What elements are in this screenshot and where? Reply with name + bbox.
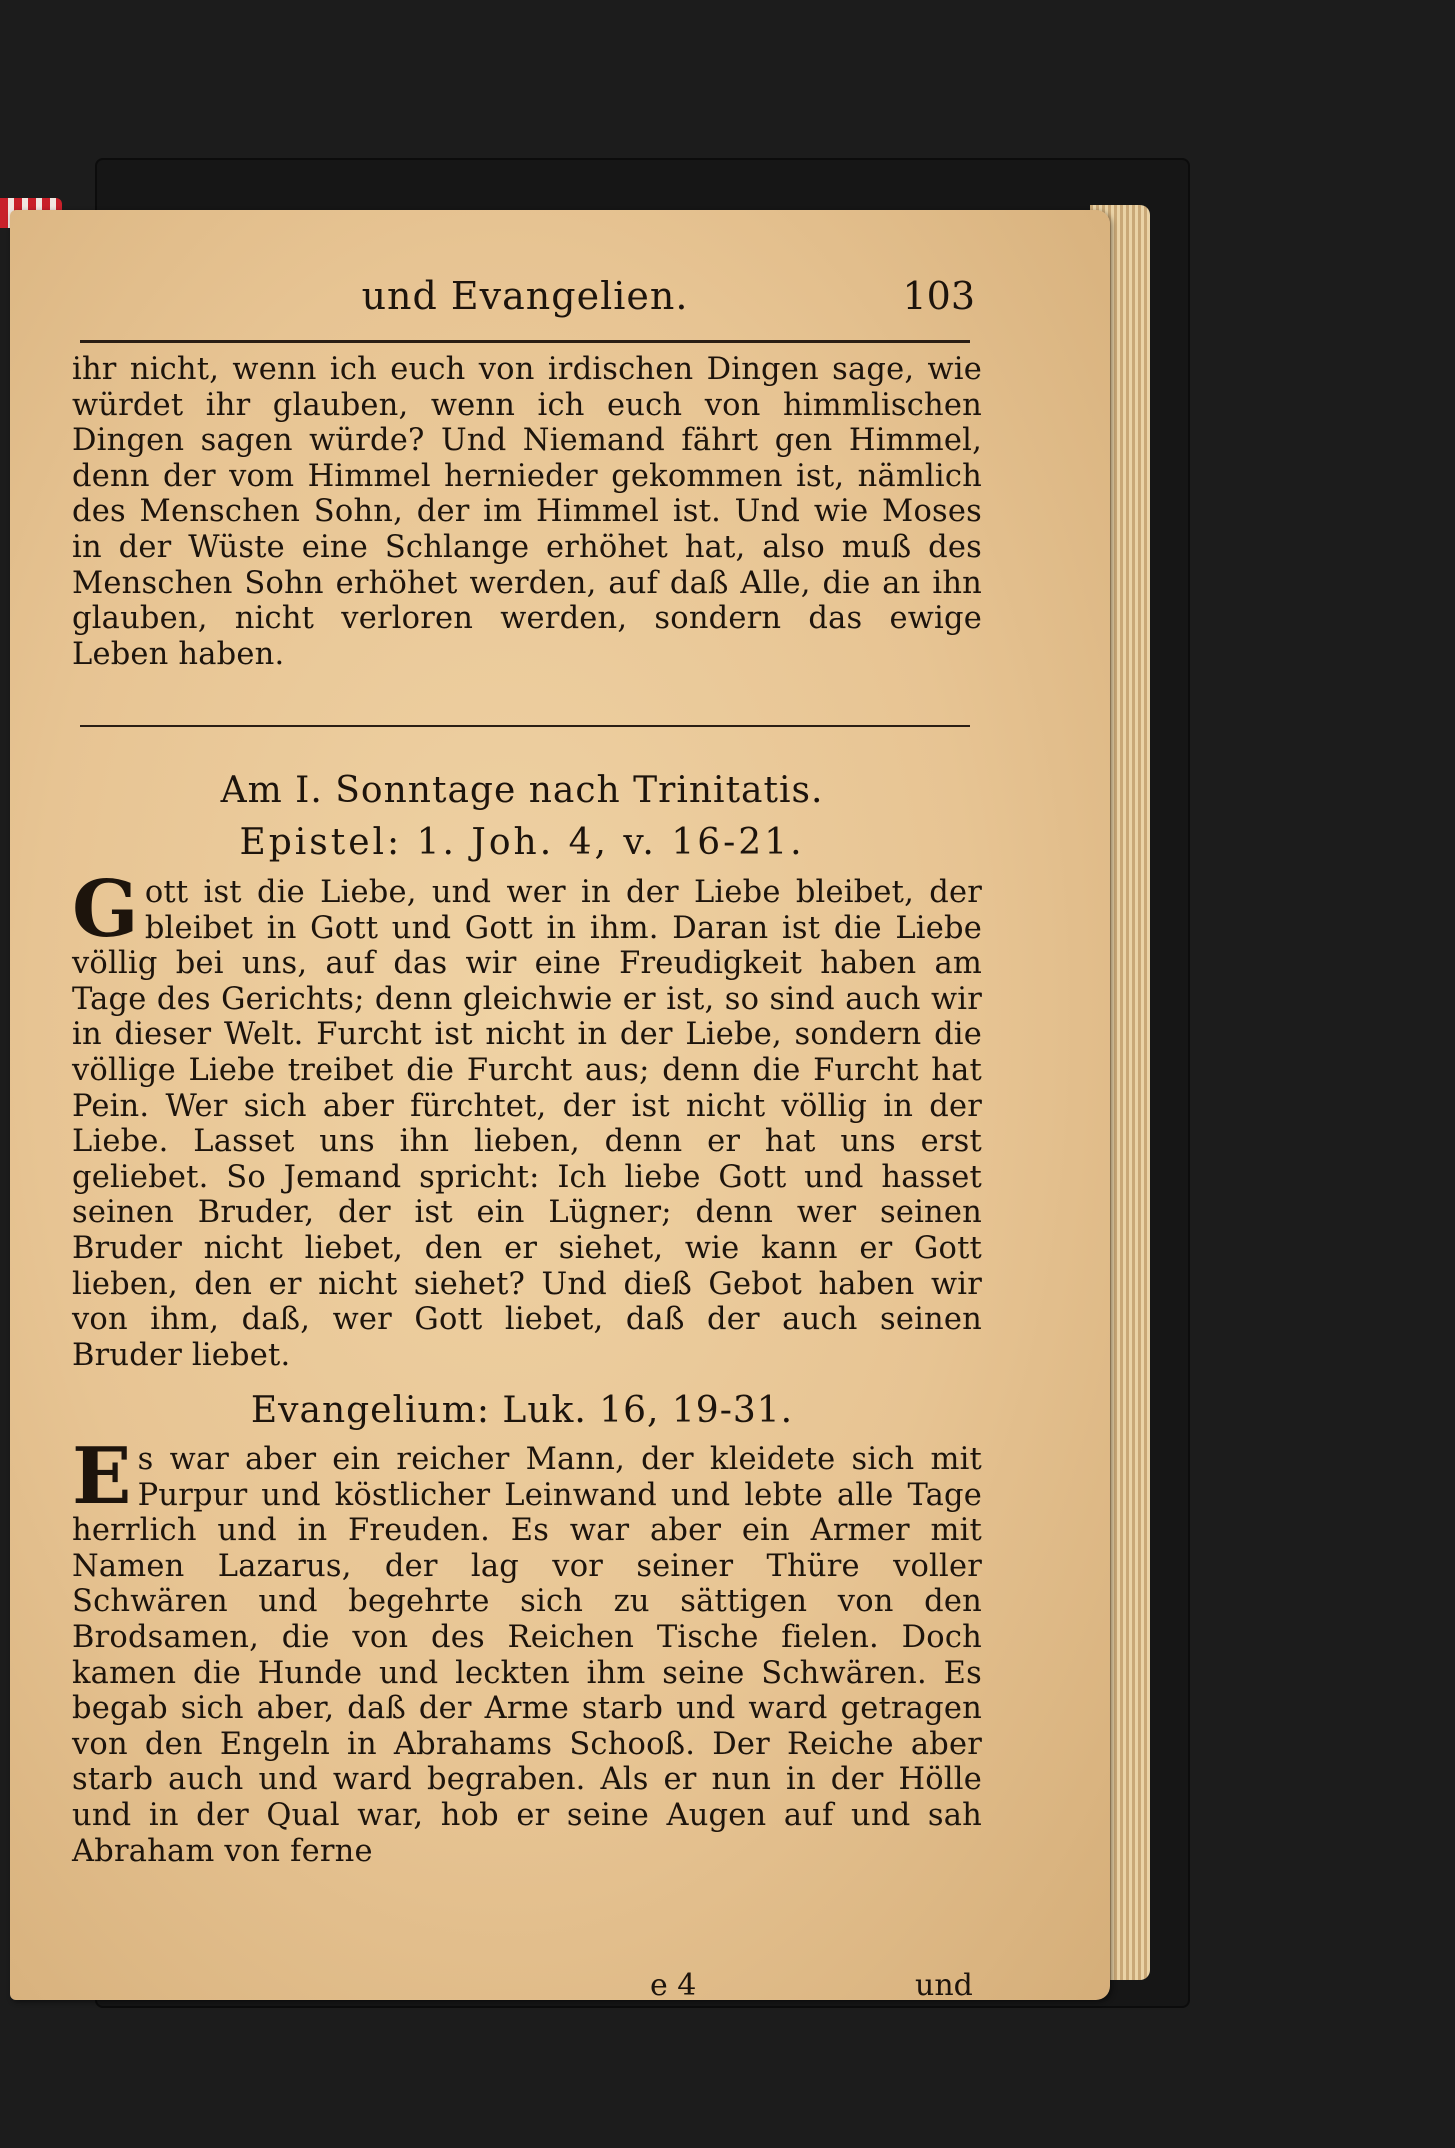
epistle-text-block xyxy=(72,864,982,1373)
sunday-heading: Am I. Sonntage nach Trinitatis. xyxy=(220,770,824,811)
page-number: 103 xyxy=(902,274,975,318)
book-page xyxy=(10,210,1110,2003)
gospel-heading: Evangelium: Luk. 16, 19-31. xyxy=(250,1390,794,1431)
running-head: und Evangelien. xyxy=(361,274,689,318)
drop-cap-g: G xyxy=(72,864,139,955)
continuation-text: ihr nicht, wenn ich euch von irdischen Dingen sage, wie würdet ihr glauben, wenn ich euch von himmlischen Dingen sagen würde? Und Niemand fährt gen Himmel, denn der vom Himmel hernieder gekommen ist, nämlich des Menschen Sohn, der im Himmel ist. Und wie Moses in der Wüste eine Schlange erhöhet hat, also muß des Menschen Sohn erhöhet werden, auf daß Alle, die an ihn glauben, nicht verloren werden, sondern das ewige Leben haben. xyxy=(72,352,982,672)
catchword: und xyxy=(915,1968,973,2003)
gospel-text-block xyxy=(72,1431,982,1869)
section-rule xyxy=(80,725,970,727)
drop-cap-e: E xyxy=(72,1431,132,1522)
header-rule xyxy=(80,340,970,343)
signature-mark: e 4 xyxy=(650,1968,697,2003)
epistle-heading: Epistel: 1. Joh. 4, v. 16-21. xyxy=(239,822,805,863)
gospel-text: s war aber ein reicher Mann, der kleidete sich mit Purpur und köstlicher Leinwand und lebte alle Tage herrlich und in Freuden. Es war aber ein Armer mit Namen Lazarus, der lag vor seiner Thüre voller Schwären und begehrte sich zu sättigen von den Brodsamen, die von des Reichen Tische fielen. Doch kamen die Hunde und leckten ihm seine Schwären. Es begab sich aber, daß der Arme starb und ward getragen von den Engeln in Abrahams Schooß. Der Reiche aber starb auch und ward begraben. Als er nun in der Hölle und in der Qual war, hob er seine Augen auf und sah Abraham von ferne xyxy=(72,1442,982,1869)
page-header xyxy=(75,268,975,328)
epistle-text: ott ist die Liebe, und wer in der Liebe bleibet, der bleibet in Gott und Gott in ihm. Daran ist die Liebe völlig bei uns, auf das wir eine Freudigkeit haben am Tage des Gerichts; denn gleichwie er ist, so sind auch wir in dieser Welt. Furcht ist nicht in der Liebe, sondern die völlige Liebe treibet die Furcht aus; denn die Furcht hat Pein. Wer sich aber fürchtet, der ist nicht völlig in der Liebe. Lasset uns ihn lieben, denn er hat uns erst geliebet. So Jemand spricht: Ich liebe Gott und hasset seinen Bruder, der ist ein Lügner; denn wer seinen Bruder nicht liebet, den er siehet, wie kann er Gott lieben, den er nicht siehet? Und dieß Gebot haben wir von ihm, daß, wer Gott liebet, daß der auch seinen Bruder liebet. xyxy=(72,875,982,1373)
